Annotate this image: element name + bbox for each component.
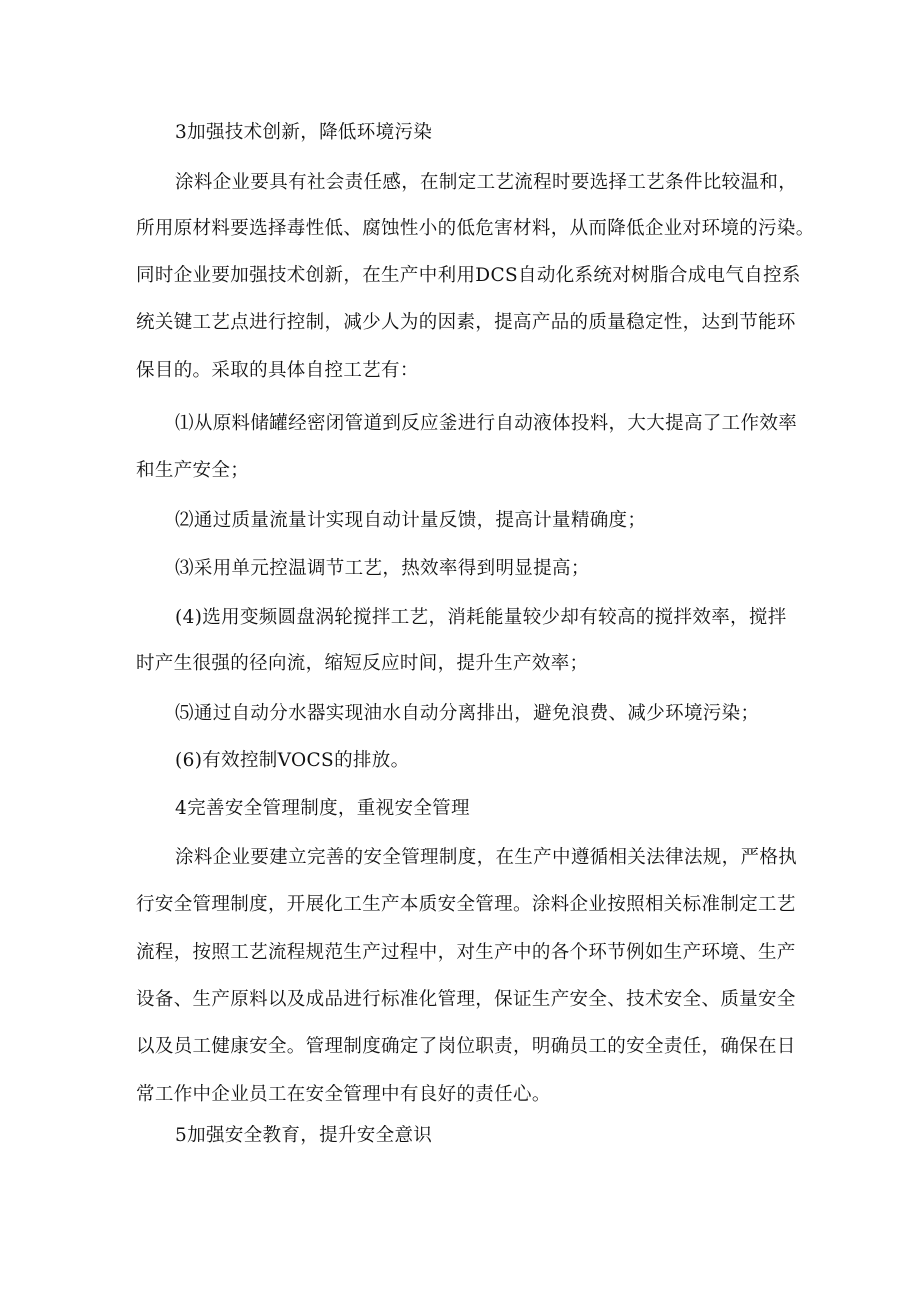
list-item-5: ⑸通过自动分水器实现油水自动分离排出，避免浪费、减少环境污染；	[175, 703, 760, 724]
list-item-4-continued: 时产生很强的径向流，缩短反应时间，提升生产效率；	[136, 653, 589, 674]
list-item-4: (4)选用变频圆盘涡轮搅拌工艺，消耗能量较少却有较高的搅拌效率，搅拌	[175, 607, 787, 628]
paragraph-line: 设备、生产原料以及成品进行标准化管理，保证生产安全、技术安全、质量安全	[136, 989, 796, 1010]
paragraph-line: 涂料企业要具有社会责任感，在制定工艺流程时要选择工艺条件比较温和，	[175, 172, 798, 193]
paragraph-line: 同时企业要加强技术创新，在生产中利用DCS自动化系统对树脂合成电气自控系	[136, 265, 801, 286]
paragraph-line: 以及员工健康安全。管理制度确定了岗位职责，明确员工的安全责任，确保在日	[136, 1036, 796, 1057]
paragraph-line: 保目的。采取的具体自控工艺有：	[136, 360, 419, 381]
paragraph-line: 行安全管理制度，开展化工生产本质安全管理。涂料企业按照相关标准制定工艺	[136, 894, 796, 915]
list-item-2: ⑵通过质量流量计实现自动计量反馈，提高计量精确度；	[175, 510, 647, 531]
section-heading-4: 4完善安全管理制度，重视安全管理	[175, 798, 470, 819]
paragraph-line: 所用原材料要选择毒性低、腐蚀性小的低危害材料，从而降低企业对环境的污染。	[136, 218, 815, 239]
list-item-1-continued: 和生产安全；	[136, 460, 250, 481]
list-item-3: ⑶采用单元控温调节工艺，热效率得到明显提高；	[175, 558, 590, 579]
paragraph-line: 涂料企业要建立完善的安全管理制度，在生产中遵循相关法律法规，严格执	[175, 847, 798, 868]
list-item-6: (6)有效控制VOCS的排放。	[175, 750, 410, 771]
section-heading-3: 3加强技术创新，降低环境污染	[175, 122, 433, 143]
section-heading-5: 5加强安全教育，提升安全意识	[175, 1125, 433, 1146]
paragraph-line: 流程，按照工艺流程规范生产过程中，对生产中的各个环节例如生产环境、生产	[136, 942, 796, 963]
paragraph-line: 统关键工艺点进行控制，减少人为的因素，提高产品的质量稳定性，达到节能环	[136, 312, 796, 333]
list-item-1: ⑴从原料储罐经密闭管道到反应釜进行自动液体投料，大大提高了工作效率	[175, 413, 798, 434]
paragraph-line: 常工作中企业员工在安全管理中有良好的责任心。	[136, 1084, 551, 1105]
